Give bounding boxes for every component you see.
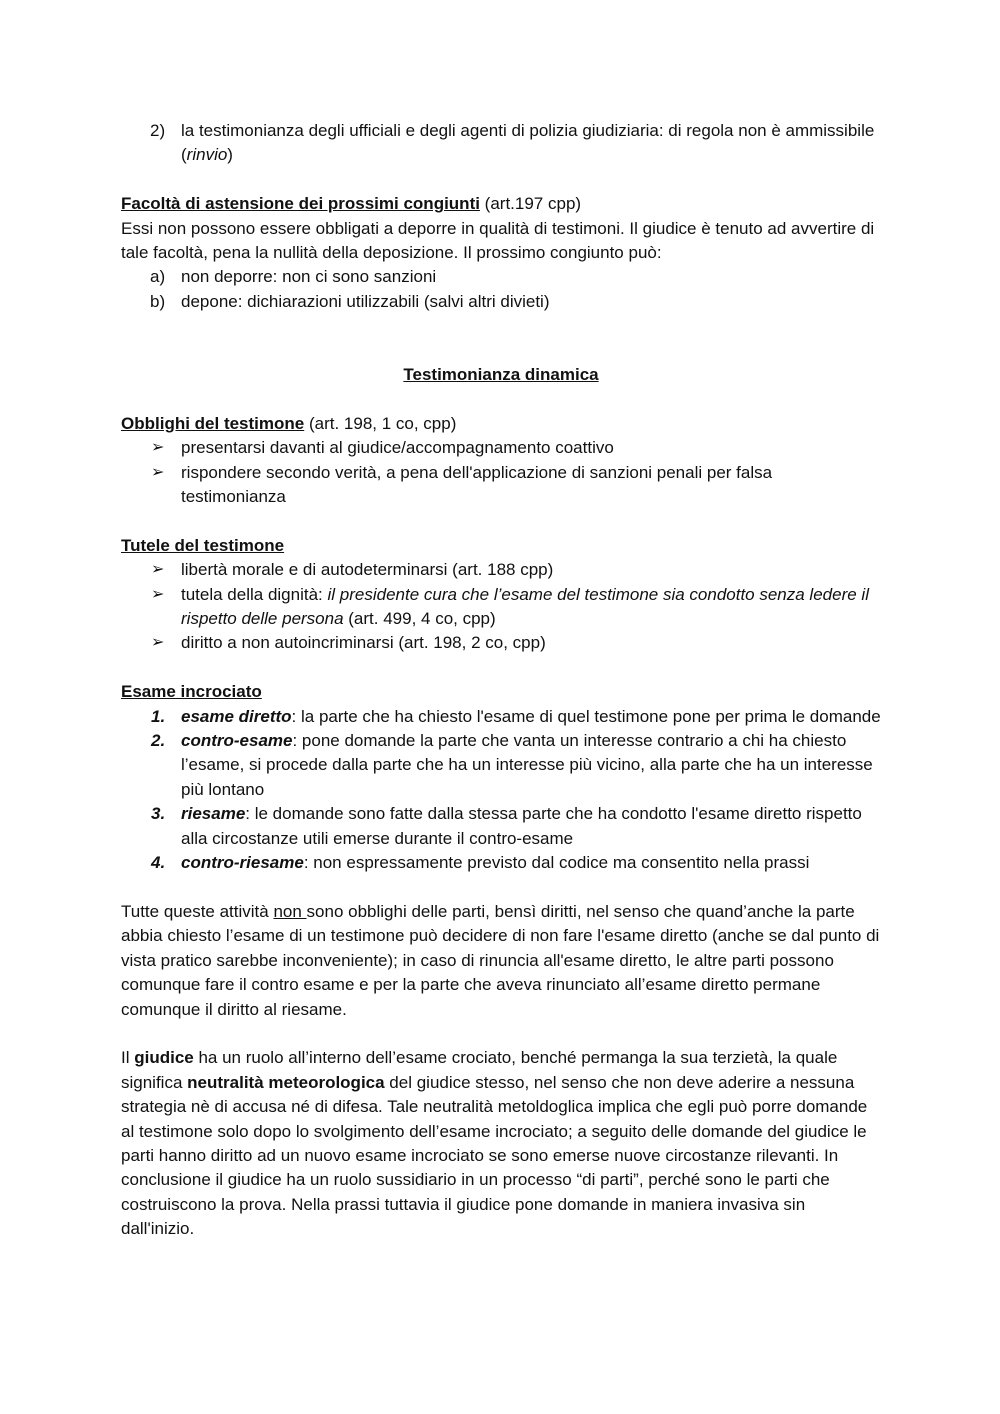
list-item: ➢ diritto a non autoincriminarsi (art. 198, 2 co, cpp) [121,631,881,655]
section-title: Testimonianza dinamica [403,365,599,385]
esame-heading: Esame incrociato [121,682,262,702]
astensione-heading: Facoltà di astensione dei prossimi congiunti (art.197 cpp) [121,194,582,214]
list-item: ➢ presentarsi davanti al giudice/accompagnamento coattivo [121,436,881,460]
esame-list [121,705,881,876]
list-item: b) depone: dichiarazioni utilizzabili (salvi altri divieti) [150,291,550,311]
tutele-list [121,558,881,656]
list-item: 2. contro-esame: pone domande la parte che vanta un interesse contrario a chi ha chiesto l’esame, si procede dalla parte che ha un interesse più vicino, alla parte che ha un interesse più lontano [151,731,873,799]
intro-list [121,119,881,168]
arrow-bullet-icon: ➢ [151,585,165,603]
obblighi-heading: Obblighi del testimone (art. 198, 1 co, cpp) [121,413,457,433]
list-item: 3. riesame: le domande sono fatte dalla stessa parte che ha condotto l'esame diretto rispetto alla circostanze utili emerse durante il contro-esame [151,804,862,848]
list-item: 4. contro-riesame: non espressamente previsto dal codice ma consentito nella prassi [151,853,810,873]
list-item: 1. esame diretto: la parte che ha chiesto l'esame di quel testimone pone per prima le domande [151,706,881,726]
list-item: 2) la testimonianza degli ufficiali e degli agenti di polizia giudiziaria: di regola non è ammissibile (rinvio) [150,121,875,165]
obblighi-list [121,436,881,509]
list-item: ➢ tutela della dignità: il presidente cura che l’esame del testimone sia condotto senza ledere il rispetto delle persona (art. 499, 4 co, cpp) [151,584,869,629]
paragraph: Il giudice ha un ruolo all’interno dell’esame crociato, benché permanga la sua terzietà, la quale significa neutralità meteorologica del giudice stesso, nel senso che non deve aderire a nessuna strategia nè di accusa né di difesa. Tale neutralità metoldoglica implica che egli può porre domande al testimone solo dopo lo svolgimento dell’esame incrociato; a seguito delle domande del giudice le parti hanno diritto ad un nuovo esame incrociato se sono emerse nuove circostanze rilevanti. In conclusione il giudice ha un ruolo sussidiario in un processo “di parti”, perché sono le parti che costruiscono la prova. Nella prassi tuttavia il giudice pone domande in maniera invasiva sin dall'inizio. [121,1048,868,1239]
list-marker: 2) [150,121,166,140]
list-item: a) non deporre: non ci sono sanzioni [150,267,437,287]
astensione-body: Essi non possono essere obbligati a deporre in qualità di testimoni. Il giudice è tenuto ad avvertire di tale facoltà, pena la nullità della deposizione. Il prossimo congiunto può: [121,218,875,263]
arrow-bullet-icon: ➢ [151,561,165,579]
arrow-bullet-icon: ➢ [151,634,165,652]
list-item: ➢ rispondere secondo verità, a pena dell'applicazione di sanzioni penali per falsa testimonianza [151,462,773,507]
document-page [121,119,881,1242]
tutele-heading: Tutele del testimone [121,535,285,555]
arrow-bullet-icon: ➢ [151,439,165,457]
arrow-bullet-icon: ➢ [151,463,165,481]
list-item: ➢ libertà morale e di autodeterminarsi (art. 188 cpp) [121,558,881,582]
paragraph: Tutte queste attività non sono obblighi delle parti, bensì diritti, nel senso che quand’anche la parte abbia chiesto l’esame di un testimone può decidere di non fare l'esame diretto (anche se dal punto di vista pratico sarebbe inconveniente); in caso di rinuncia all'esame diretto, le altre parti possono comunque fare il contro esame e per la parte che aveva rinunciato all’esame diretto permane comunque il diritto al riesame. [121,901,880,1019]
astensione-list [121,265,881,314]
